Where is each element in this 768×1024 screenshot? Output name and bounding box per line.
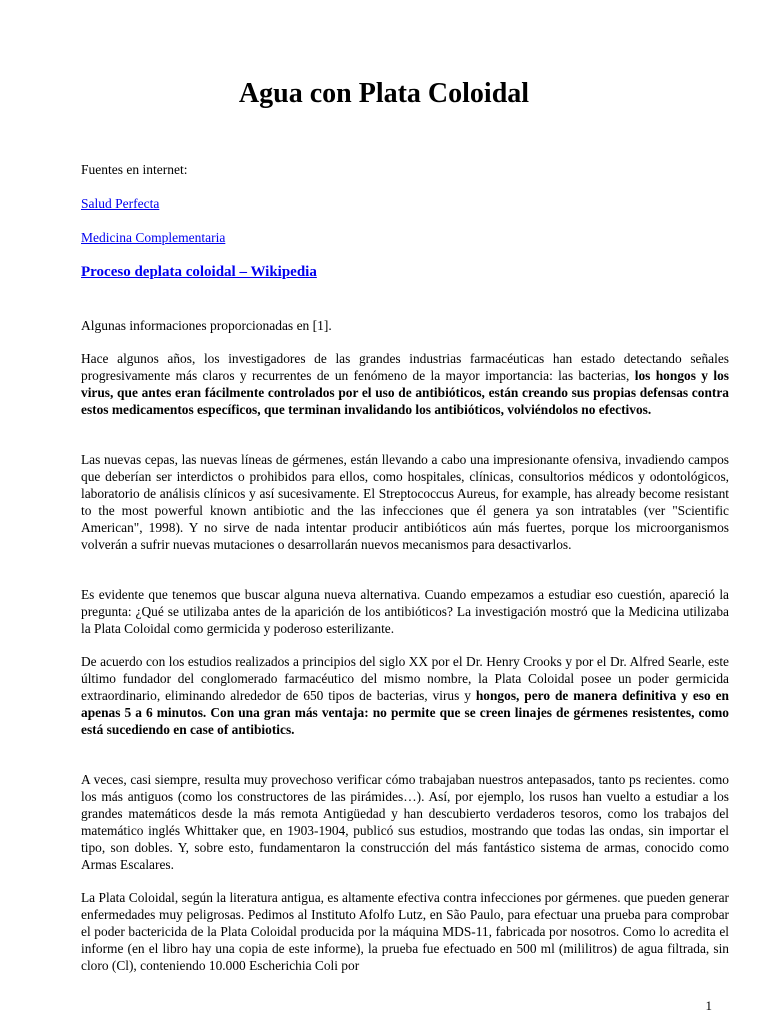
paragraph-3: Es evidente que tenemos que buscar alguna nueva alternativa. Cuando empezamos a estudiar eso cuestión, apareció la pregunta: ¿Qué se utilizaba antes de la aparición de los antibióticos? La investigación mostró que la Medicina utilizaba la Plata Coloidal como germicida y poderoso esterilizante. [81, 587, 729, 636]
paragraph-5: A veces, casi siempre, resulta muy provechoso verificar cómo trabajaban nuestros antepasados, tanto ps recientes. como los más antiguos (como los constructores de las pirámides…). Así, por ejemplo, los rusos han vuelto a estudiar a los grandes matemáticos desde la más remota Antigüedad y han descubierto verdaderos tesoros, como los trabajos del matemático inglés Whittaker que, en 1903-1904, publicó sus estudios, mostrando que todas las ondas, sin importar el tipo, son dobles. Y, sobre esto, fundamentaron la construcción del más fantástico sistema de armas, conocido como Armas Escalares. [81, 772, 729, 872]
link-wikipedia[interactable]: Proceso deplata coloidal – Wikipedia [81, 264, 317, 280]
link-medicina-row [81, 229, 225, 246]
page-number: 1 [705, 998, 712, 1013]
link-salud-perfecta[interactable]: Salud Perfecta [81, 196, 160, 211]
paragraph-6: La Plata Coloidal, según la literatura antigua, es altamente efectiva contra infecciones por gérmenes. que pueden generar enfermedades muy peligrosas. Pedimos al Instituto Afolfo Lutz, en São Paulo, para efectuar una prueba para comprobar el poder bactericida de la Plata Coloidal producida por la máquina MDS-11, fabricada por nosotros. Como lo acredita el informe (en el libro hay una copia de este informe), la prueba fue efectuado en 500 ml (mililitros) de agua filtrada, sin cloro (Cl), conteniendo 10.000 Escherichia Coli por [81, 890, 729, 973]
paragraph-1-lead: Hace algunos años, los investigadores de las grandes industrias farmacéuticas han estado detectando señales progresivamente más claros y recurrentes de un fenómeno de la mayor importancia: las bacterias, [81, 351, 729, 383]
sources-label: Fuentes en internet: [81, 162, 188, 177]
paragraph-4-lead: De acuerdo con los estudios realizados a principios del siglo XX por el Dr. Henry Crooks y por el Dr. Alfred Searle, este último fundador del conglomerado farmacéutico del mismo nombre, la Plata Coloidal posee un poder germicida extraordinario, eliminando alrededor de 650 tipos de bacterias, virus y [81, 654, 729, 703]
link-wikipedia-row [81, 263, 317, 281]
paragraph-2: Las nuevas cepas, las nuevas líneas de gérmenes, están llevando a cabo una impresionante ofensiva, invadiendo campos que deberían ser interdictos o prohibidos para ellos, como hospitales, clínicas, consultorios médicos y odontológicos, laboratorio de análisis clínicos y así sucesivamente. El Streptococcus Aureus, for example, has already become resistant to the most powerful known antibiotic and the las infecciones que él genera ya son intratables (ver "Scientific American", 1998). Y no sirve de nada intentar producir antibióticos aún más fuertes, porque los microorganismos volverán a sufrir nuevas mutaciones o desarrollarán nuevos mecanismos para desactivarlos. [81, 452, 729, 552]
document-title: Agua con Plata Coloidal [238, 78, 530, 109]
paragraph-1 [81, 350, 729, 418]
link-medicina-complementaria[interactable]: Medicina Complementaria [81, 230, 226, 245]
link-salud-perfecta-row [81, 195, 159, 212]
intro-text: Algunas informaciones proporcionadas en [1]. [81, 318, 332, 333]
paragraph-1-bold: los hongos y los virus, que antes eran fácilmente controlados por el uso de antibióticos, están creando sus propias defensas contra estos medicamentos específicos, que terminan invalidando los antibióticos, volviéndolos no efectivos. [81, 368, 729, 417]
paragraph-4 [81, 653, 729, 738]
paragraph-4-bold: hongos, pero de manera definitiva y eso en apenas 5 a 6 minutos. Con una gran más ventaja: no permite que se creen linajes de gérmenes resistentes, como está sucediendo en case of antibiotics. [81, 688, 730, 737]
